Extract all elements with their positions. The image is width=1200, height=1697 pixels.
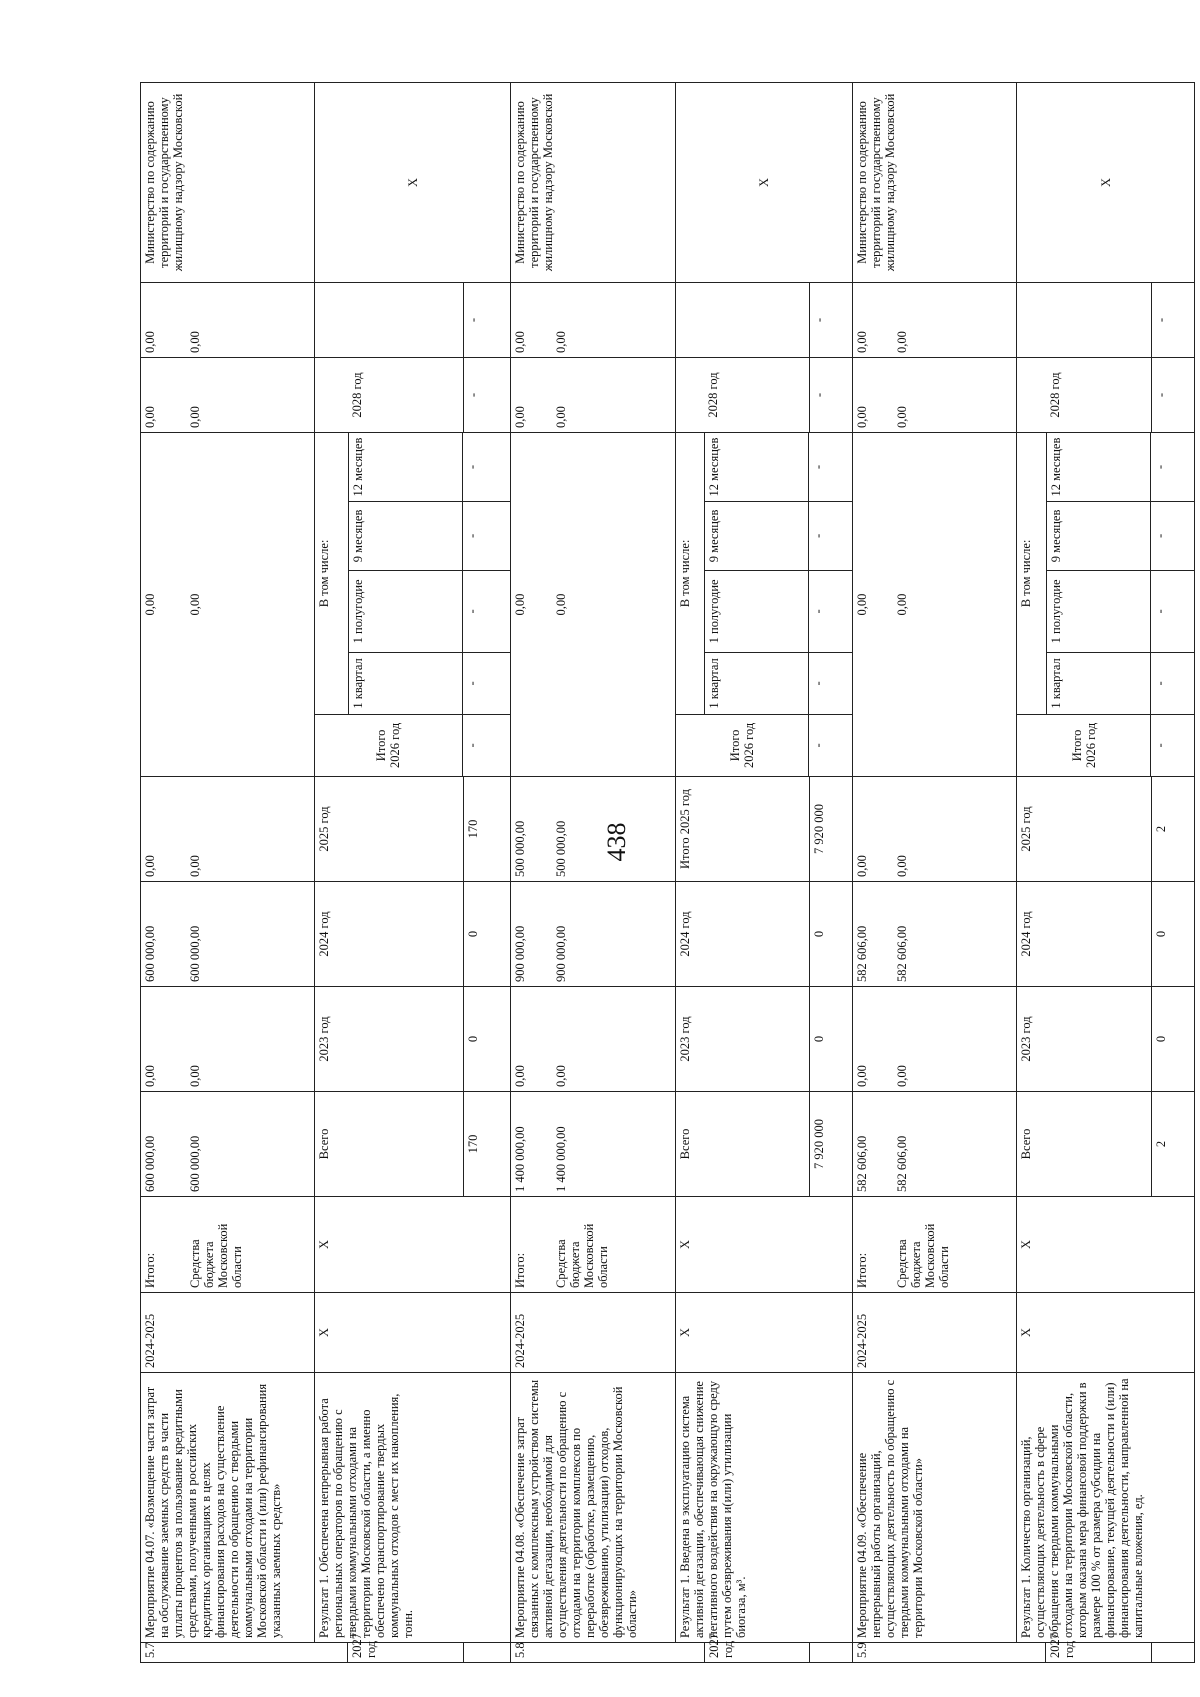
value-itogo-2026: - (462, 714, 510, 776)
source-value: 0,00 (186, 777, 314, 882)
header-q1: 1 квартал (1046, 653, 1150, 715)
value-q1: - (1151, 653, 1194, 715)
source-value: 582 606,00 (893, 1092, 1017, 1197)
total-value: 600 000,00 (141, 1092, 187, 1197)
header-2023: 2023 год (675, 987, 809, 1092)
total-value: 0,00 (141, 283, 187, 358)
event-period: 2024-2025 (511, 1293, 675, 1373)
source-value: 0,00 (186, 987, 314, 1092)
spacer (1017, 358, 1046, 433)
funding-source: Средства бюджета Московской области (186, 1197, 314, 1293)
result-name: Результат 1. Обеспечена непрерывная работа региональных операторов по обращению с твердыми коммунальными отходами на территории Московской области, а именно обеспечено транспортирование твердых коммунальных отходов с мест их накопления, тонн. (314, 1373, 511, 1643)
total-value: 900 000,00 (511, 882, 552, 987)
total-value: 1 400 000,00 (511, 1092, 552, 1197)
header-itogo-2026: Итого 2026 год (315, 714, 463, 776)
quarter-table (676, 433, 852, 776)
total-value: 0,00 (141, 358, 187, 433)
value-itogo-2026: - (1151, 714, 1194, 776)
total-value: 0,00 (511, 283, 552, 358)
source-value: 0,00 (552, 283, 676, 358)
total-value: 0,00 (853, 358, 894, 433)
source-value: 600 000,00 (186, 882, 314, 987)
header-incl: В том числе: (1017, 433, 1046, 714)
total-value: 582 606,00 (853, 1092, 894, 1197)
result-source: X (675, 1197, 852, 1293)
total-label: Итого: (511, 1197, 552, 1293)
total-value: 0,00 (141, 987, 187, 1092)
value-12m: - (1151, 433, 1194, 502)
quarter-breakdown (675, 433, 852, 777)
header-2027: 2027 год (1046, 1643, 1152, 1663)
value-2028: - (1151, 283, 1194, 358)
value-2025: 2 (1151, 777, 1194, 882)
rotated-page (140, 83, 1195, 1663)
header-2025: 2025 год (314, 777, 463, 882)
value-2023: 0 (810, 987, 853, 1092)
quarter-table (1017, 433, 1194, 776)
result-header-row (1017, 83, 1046, 1663)
header-12m: 12 месяцев (1046, 433, 1150, 502)
value-2023: 0 (463, 987, 511, 1092)
source-value: 0,00 (893, 987, 1017, 1092)
source-value: 0,00 (893, 358, 1017, 433)
total-value: 0,00 (511, 433, 552, 777)
value-2024: 0 (810, 882, 853, 987)
row-number-empty (463, 1643, 511, 1663)
total-value: 500 000,00 (511, 777, 552, 882)
header-h1: 1 полугодие (705, 570, 809, 652)
row-number-empty (810, 1643, 853, 1663)
header-itogo-2026: Итого 2026 год (676, 714, 809, 776)
source-value: 0,00 (552, 358, 676, 433)
budget-table (140, 82, 1195, 1663)
source-value: 500 000,00 (552, 777, 676, 882)
value-q1: - (809, 653, 852, 715)
value-2024: 0 (1151, 882, 1194, 987)
total-value: 0,00 (853, 777, 894, 882)
event-total-row (141, 83, 187, 1663)
event-total-row (511, 83, 552, 1663)
header-2028: 2028 год (1046, 358, 1152, 433)
header-h1: 1 полугодие (348, 570, 462, 652)
total-value: 0,00 (853, 433, 894, 777)
header-2023: 2023 год (314, 987, 463, 1092)
result-responsible: X (675, 83, 852, 283)
header-2027: 2027 год (704, 1643, 810, 1663)
result-responsible: X (1017, 83, 1195, 283)
total-label: Итого: (141, 1197, 187, 1293)
header-h1: 1 полугодие (1046, 570, 1150, 652)
header-total: Всего (314, 1092, 463, 1197)
source-value: 900 000,00 (552, 882, 676, 987)
quarter-table (315, 433, 511, 776)
value-h1: - (1151, 570, 1194, 652)
header-2024: 2024 год (314, 882, 463, 987)
row-number-empty (1151, 1643, 1194, 1663)
source-value: 0,00 (552, 433, 676, 777)
total-value: 0,00 (141, 777, 187, 882)
event-period: 2024-2025 (141, 1293, 315, 1373)
responsible-ministry: Министерство по содержанию территорий и государственному жилищному надзору Московской (511, 83, 675, 283)
event-period: 2024-2025 (853, 1293, 1017, 1373)
header-q1: 1 квартал (348, 653, 462, 715)
row-number: 5.9 (853, 1643, 1046, 1663)
total-label: Итого: (853, 1197, 894, 1293)
source-value: 1 400 000,00 (552, 1092, 676, 1197)
source-value: 600 000,00 (186, 1092, 314, 1197)
value-total: 7 920 000 (810, 1092, 853, 1197)
value-2024: 0 (463, 882, 511, 987)
header-12m: 12 месяцев (348, 433, 462, 502)
spacer (675, 283, 704, 358)
row-number: 5.8 (511, 1643, 704, 1663)
event-name: Мероприятие 04.07. «Возмещение части затрат на обслуживание заемных средств в части уплаты процентов за пользование кредитными средствами, полученными в российских кредитных организациях в целях финансирования расходов на существление деятельности по обращению с твердыми коммунальными отходами на территории Московской области и (или) рефинансирования указанных заемных средств» (141, 1373, 315, 1643)
spacer (1017, 283, 1046, 358)
value-2023: 0 (1151, 987, 1194, 1092)
header-2024: 2024 год (1017, 882, 1151, 987)
spacer (675, 358, 704, 433)
source-value: 0,00 (186, 283, 314, 358)
value-9m: - (462, 502, 510, 571)
funding-source: Средства бюджета Московской области (893, 1197, 1017, 1293)
header-9m: 9 месяцев (348, 502, 462, 571)
header-q1: 1 квартал (705, 653, 809, 715)
result-period: X (314, 1293, 511, 1373)
header-9m: 9 месяцев (705, 502, 809, 571)
header-2028: 2028 год (348, 358, 463, 433)
header-2024: 2024 год (675, 882, 809, 987)
header-2023: 2023 год (1017, 987, 1151, 1092)
result-period: X (1017, 1293, 1195, 1373)
spacer (314, 358, 348, 433)
result-header-row (675, 83, 704, 1663)
header-9m: 9 месяцев (1046, 502, 1150, 571)
table-body (141, 83, 1195, 1663)
total-value: 0,00 (853, 987, 894, 1092)
result-responsible: X (314, 83, 511, 283)
event-name: Мероприятие 04.09. «Обеспечение непрерывный работы организаций, осуществляющих деятельность по обращению с твердыми коммунальными отходами на территории Московской области» (853, 1373, 1017, 1643)
value-2028: - (810, 283, 853, 358)
spacer (314, 283, 348, 358)
event-name: Мероприятие 04.08. «Обеспечение затрат связанных с комплексным устройством системы активной дегазации, необходимой для осуществления деятельности по обращению с отходами на территории комплексов по переработке (обработке, размещению, обезвреживанию, утилизации) отходов, функционирующих на территории Московской области» (511, 1373, 675, 1643)
value-h1: - (462, 570, 510, 652)
source-value: 0,00 (552, 987, 676, 1092)
source-value: 0,00 (186, 358, 314, 433)
header-2025: Итого 2025 год (675, 777, 809, 882)
result-source: X (314, 1197, 511, 1293)
quarter-breakdown (1017, 433, 1195, 777)
event-total-row (853, 83, 894, 1663)
funding-source: Средства бюджета Московской области (552, 1197, 676, 1293)
header-total: Всего (1017, 1092, 1151, 1197)
value-total: 170 (463, 1092, 511, 1197)
header-incl: В том числе: (676, 433, 705, 714)
result-name: Результат 1. Введена в эксплуатацию система активной дегазации, обеспечивающая снижение негативного воздействия на окружающую среду путем обезвреживания и(или) утилизации биогаза, м³. (675, 1373, 852, 1643)
total-value: 0,00 (141, 433, 187, 777)
header-2028: 2028 год (704, 358, 810, 433)
result-period: X (675, 1293, 852, 1373)
responsible-ministry: Министерство по содержанию территорий и государственному жилищному надзору Московской (141, 83, 315, 283)
header-2025: 2025 год (1017, 777, 1151, 882)
quarter-breakdown (314, 433, 511, 777)
value-total: 2 (1151, 1092, 1194, 1197)
header-2027: 2027 год (348, 1643, 463, 1663)
total-value: 0,00 (511, 987, 552, 1092)
value-9m: - (809, 502, 852, 571)
value-q1: - (462, 653, 510, 715)
value-12m: - (809, 433, 852, 502)
header-total: Всего (675, 1092, 809, 1197)
value-itogo-2026: - (809, 714, 852, 776)
result-name: Результат 1. Количество организаций, осуществляющих деятельность в сфере обращения с твердыми коммунальными отходами на территории Московской области, которым оказана мера финансовой поддержки в размере 100 % от размера субсидии на финансирование, текущей деятельности и (или) финансирования деятельности, направленной на капитальные вложения, ед. (1017, 1373, 1195, 1643)
total-value: 0,00 (853, 283, 894, 358)
value-12m: - (462, 433, 510, 502)
value-2027: - (463, 358, 511, 433)
result-source: X (1017, 1197, 1195, 1293)
source-value: 0,00 (186, 433, 314, 777)
value-2025: 7 920 000 (810, 777, 853, 882)
total-value: 582 606,00 (853, 882, 894, 987)
value-2025: 170 (463, 777, 511, 882)
responsible-ministry: Министерство по содержанию территорий и государственному жилищному надзору Московской (853, 83, 1017, 283)
source-value: 0,00 (893, 283, 1017, 358)
total-value: 600 000,00 (141, 882, 187, 987)
result-header-row (314, 83, 348, 1663)
header-itogo-2026: Итого 2026 год (1017, 714, 1150, 776)
value-h1: - (809, 570, 852, 652)
source-value: 0,00 (893, 777, 1017, 882)
total-value: 0,00 (511, 358, 552, 433)
header-12m: 12 месяцев (705, 433, 809, 502)
row-number: 5.7 (141, 1643, 348, 1663)
source-value: 582 606,00 (893, 882, 1017, 987)
page-number: 438 (602, 822, 631, 862)
value-9m: - (1151, 502, 1194, 571)
header-incl: В том числе: (315, 433, 349, 714)
value-2027: - (810, 358, 853, 433)
value-2027: - (1151, 358, 1194, 433)
source-value: 0,00 (893, 433, 1017, 777)
value-2028: - (463, 283, 511, 358)
